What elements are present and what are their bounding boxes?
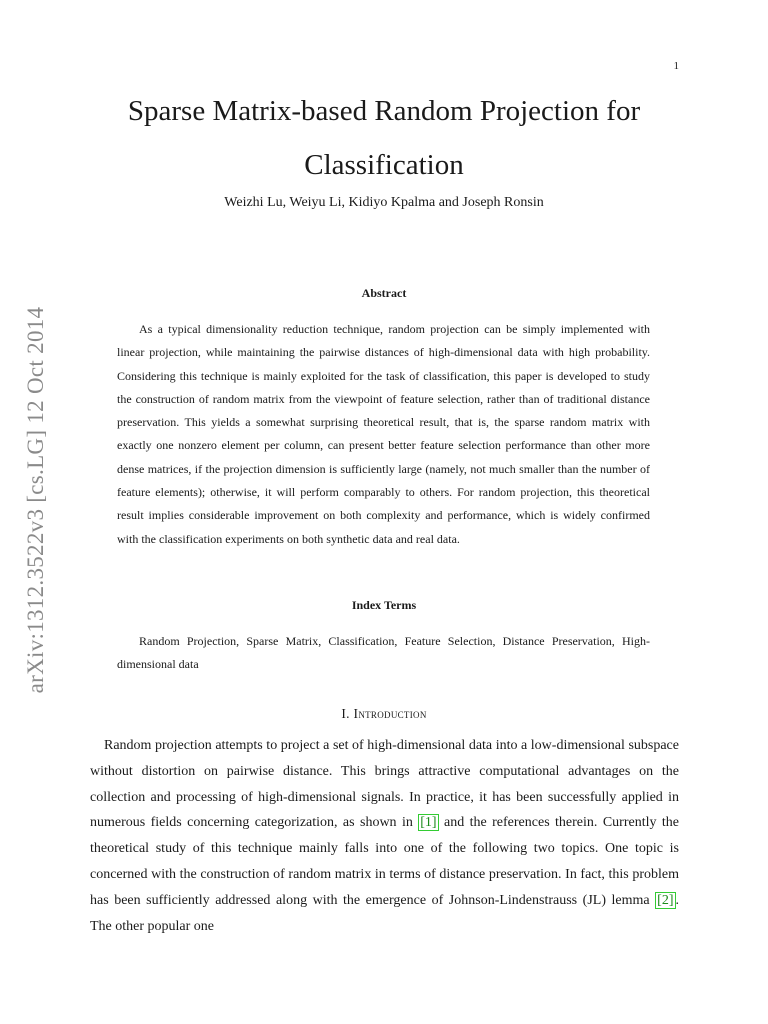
section-number: I. (341, 706, 350, 721)
section-title: Introduction (353, 706, 427, 721)
citation-link-1[interactable]: [1] (420, 815, 437, 831)
index-terms-heading: Index Terms (351, 598, 417, 612)
index-terms-list: Random Projection, Sparse Matrix, Classification, Feature Selection, Distance Preservation, High-dimensional data (117, 634, 650, 672)
arxiv-stamp: arXiv:1312.3522v3 [cs.LG] 12 Oct 2014 (23, 306, 48, 694)
intro-text-2: and the references therein. Currently the theoretical study of this technique mainly falls into one of the following two topics. One topic is concerned with the construction of random matrix in terms of distance preservation. In fact, this problem has been sufficiently addressed along with the emergence of Johnson-Lindenstrauss (JL) lemma (90, 815, 679, 908)
intro-text-3: . The other popular one (90, 892, 679, 934)
citation-link-2[interactable]: [2] (657, 892, 674, 908)
paper-title (0, 84, 768, 192)
abstract-text (117, 318, 650, 551)
intro-text-1: Random projection attempts to project a set of high-dimensional data into a low-dimensional subspace without distortion on pairwise distance. This brings attractive computational advantages on the collection and processing of high-dimensional signals. In practice, it has been successfully applied in numerous fields concerning categorization, as shown in (90, 738, 679, 831)
index-terms-text (117, 630, 650, 677)
abstract-paragraph: As a typical dimensionality reduction technique, random projection can be simply implemented with linear projection, while maintaining the pairwise distances of high-dimensional data with high probability. Considering this technique is mainly exploited for the task of classification, this paper is developed to study the construction of random matrix from the viewpoint of feature selection, rather than of traditional distance preservation. This yields a somewhat surprising theoretical result, that is, the sparse random matrix with exactly one nonzero element per column, can present better feature selection performance than other more dense matrices, if the projection dimension is sufficiently large (namely, not much smaller than the number of feature elements); otherwise, it will perform comparably to others. For random projection, this theoretical result implies considerable improvement on both complexity and performance, which is widely confirmed with the classification experiments on both synthetic data and real data. (117, 322, 650, 546)
abstract-heading: Abstract (361, 286, 407, 300)
title-line-2: Classification (304, 149, 464, 181)
section-heading (0, 706, 768, 722)
introduction-paragraph (90, 733, 679, 939)
page-number: 1 (673, 60, 679, 72)
author-list: Weizhi Lu, Weiyu Li, Kidiyo Kpalma and Joseph Ronsin (224, 195, 544, 210)
title-line-1: Sparse Matrix-based Random Projection for (127, 95, 641, 127)
